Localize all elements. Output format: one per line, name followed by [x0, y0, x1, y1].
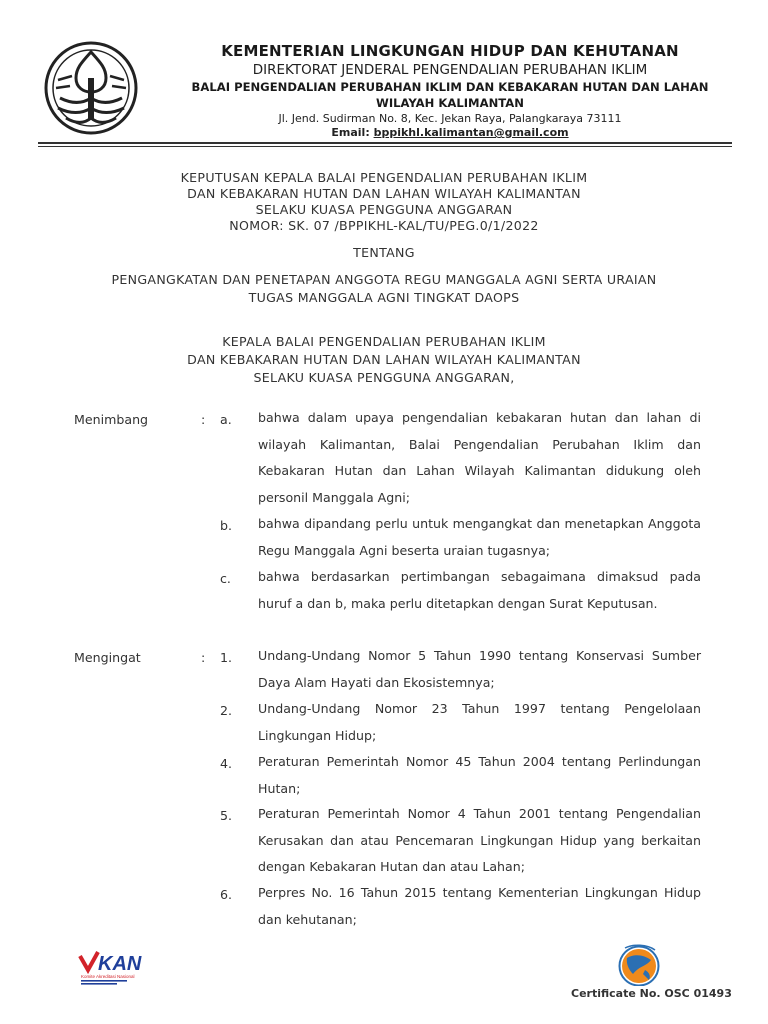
letterhead-rule-thick [38, 142, 732, 144]
email-link[interactable]: bppikhl.kalimantan@gmail.com [373, 126, 569, 139]
mengingat-marker-6: 6. [220, 887, 233, 902]
mengingat-marker-2: 2. [220, 703, 233, 718]
kan-accreditation-logo [78, 948, 158, 988]
decree-number: NOMOR: SK. 07 /BPPIKHL-KAL/TU/PEG.0/1/2022 [229, 218, 539, 233]
mengingat-label: Mengingat [74, 650, 141, 665]
decree-title-line-2: DAN KEBAKARAN HUTAN DAN LAHAN WILAYAH KALIMANTAN [187, 186, 581, 201]
mengingat-item-6: Perpres No. 16 Tahun 2015 tentang Kementerian Lingkungan Hidup dan kehutanan; [258, 885, 701, 927]
mengingat-item-2: Undang-Undang Nomor 23 Tahun 1997 tentang Pengelolaan Lingkungan Hidup; [258, 701, 701, 743]
mengingat-item-4: Peraturan Pemerintah Nomor 45 Tahun 2004 tentang Perlindungan Hutan; [258, 754, 701, 796]
mengingat-marker-1: 1. [220, 650, 233, 665]
ministry-logo [38, 38, 144, 138]
office-email [150, 126, 750, 139]
kan-logo-text: KAN [98, 953, 142, 975]
mengingat-marker-4: 4. [220, 756, 233, 771]
ministry-name: KEMENTERIAN LINGKUNGAN HIDUP DAN KEHUTANAN [221, 42, 679, 60]
menimbang-item-b: bahwa dipandang perlu untuk mengangkat dan menetapkan Anggota Regu Manggala Agni beserta uraian tugasnya; [258, 516, 701, 558]
kan-sub-text: Komite Akreditasi Nasional [81, 974, 135, 979]
menimbang-marker-c: c. [220, 571, 231, 586]
official-line-2: DAN KEBAKARAN HUTAN DAN LAHAN WILAYAH KALIMANTAN [187, 352, 581, 367]
official-line-1: KEPALA BALAI PENGENDALIAN PERUBAHAN IKLIM [222, 334, 546, 349]
certificate-number: Certificate No. OSC 01493 [571, 987, 732, 1000]
menimbang-marker-a: a. [220, 412, 232, 427]
letterhead-rule-thin [38, 146, 732, 147]
decree-subject-line-2: TUGAS MANGGALA AGNI TINGKAT DAOPS [248, 290, 520, 305]
email-label: Email: [331, 126, 370, 139]
decree-tentang: TENTANG [353, 245, 415, 260]
menimbang-label: Menimbang [74, 412, 149, 427]
decree-title-line-1: KEPUTUSAN KEPALA BALAI PENGENDALIAN PERUBAHAN IKLIM [180, 170, 588, 185]
decree-title-line-3: SELAKU KUASA PENGGUNA ANGGARAN [255, 202, 513, 217]
mengingat-item-5: Peraturan Pemerintah Nomor 4 Tahun 2001 tentang Pengendalian Kerusakan dan atau Pencemaran Lingkungan Hidup yang berkaitan dengan Kebakaran Hutan dan atau Lahan; [258, 806, 701, 874]
region-name: WILAYAH KALIMANTAN [376, 96, 524, 110]
menimbang-colon: : [201, 412, 206, 427]
menimbang-item-a: bahwa dalam upaya pengendalian kebakaran hutan dan lahan di wilayah Kalimantan, Balai Pengendalian Perubahan Iklim dan Kebakaran Hutan dan Lahan Wilayah Kalimantan didukung oleh personil Manggala Agni; [258, 410, 701, 505]
official-line-3: SELAKU KUASA PENGGUNA ANGGARAN, [253, 370, 515, 385]
directorate-name: DIREKTORAT JENDERAL PENGENDALIAN PERUBAHAN IKLIM [252, 62, 648, 78]
office-address: Jl. Jend. Sudirman No. 8, Kec. Jekan Raya, Palangkaraya 73111 [278, 112, 622, 125]
decree-subject-line-1: PENGANGKATAN DAN PENETAPAN ANGGOTA REGU MANGGALA AGNI SERTA URAIAN [111, 272, 657, 287]
balai-name: BALAI PENGENDALIAN PERUBAHAN IKLIM DAN KEBAKARAN HUTAN DAN LAHAN [191, 80, 709, 94]
mengingat-colon: : [201, 650, 206, 665]
menimbang-item-c: bahwa berdasarkan pertimbangan sebagaimana dimaksud pada huruf a dan b, maka perlu ditetapkan dengan Surat Keputusan. [258, 569, 701, 611]
certification-globe-logo [617, 944, 661, 986]
menimbang-marker-b: b. [220, 518, 232, 533]
mengingat-marker-5: 5. [220, 808, 233, 823]
mengingat-item-1: Undang-Undang Nomor 5 Tahun 1990 tentang Konservasi Sumber Daya Alam Hayati dan Ekosistemnya; [258, 648, 701, 690]
